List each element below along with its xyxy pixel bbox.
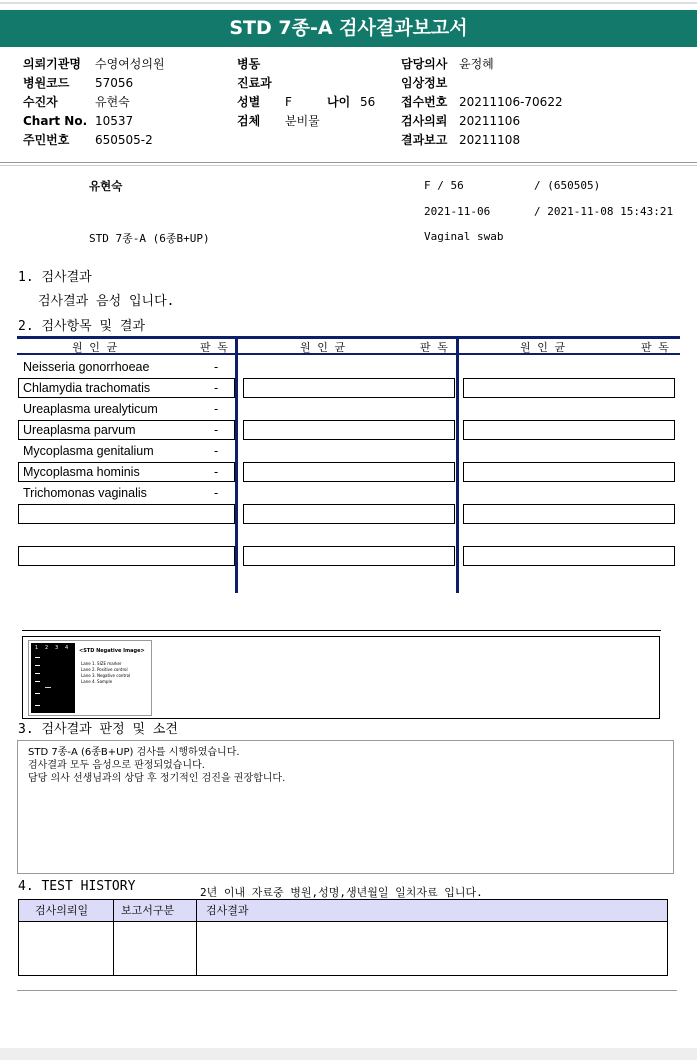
row-box: [463, 420, 675, 440]
summary-birth: / (650505): [534, 179, 601, 192]
row-box: [243, 546, 455, 566]
doctor-label: 담당의사: [401, 57, 448, 71]
age-label: 나이: [327, 95, 351, 109]
row-box: [243, 504, 455, 524]
table-divider-2: [456, 336, 459, 593]
history-divider: [113, 900, 114, 975]
pathogen-name: Mycoplasma hominis: [23, 465, 140, 479]
gel-band: [35, 673, 40, 674]
footer-strip: [0, 1048, 697, 1060]
pathogen-name: Ureaplasma parvum: [23, 423, 136, 437]
history-divider: [196, 900, 197, 975]
opinion-line: STD 7종-A (6종B+UP) 검사를 시행하였습니다.: [28, 747, 240, 758]
pathogen-name: Ureaplasma urealyticum: [23, 402, 158, 416]
receipt-value: 20211106-70622: [459, 95, 563, 109]
gel-legend-item: Lane 2. Positive control: [81, 667, 128, 672]
specimen-value: 분비물: [285, 114, 320, 128]
history-col-result: 검사결과: [206, 904, 249, 917]
header-divider-2: [0, 165, 697, 166]
summary-name: 유현숙: [89, 179, 123, 193]
pathogen-name: Mycoplasma genitalium: [23, 444, 154, 458]
gel-lane-2: 2: [45, 645, 49, 651]
gel-lane-1: 1: [35, 645, 39, 651]
header-divider: [0, 162, 697, 163]
summary-specimen: Vaginal swab: [424, 230, 504, 243]
opinion-box: [17, 740, 674, 874]
summary-sex-age: F / 56: [424, 179, 464, 192]
pathogen-name: Neisseria gonorrhoeae: [23, 360, 150, 374]
pathogen-result: -: [214, 402, 219, 416]
section4-heading: 4. TEST HISTORY: [18, 879, 136, 894]
gel-band: [35, 705, 40, 706]
report-label: 결과보고: [401, 133, 448, 147]
section1-heading: 1. 검사결과: [18, 270, 92, 285]
col-result-3: 판 독: [641, 341, 669, 354]
hospital-code-label: 병원코드: [23, 76, 70, 90]
clinical-label: 임상정보: [401, 76, 448, 90]
gel-legend-item: Lane 3. Negative control: [81, 673, 131, 678]
id-label: 주민번호: [23, 133, 70, 147]
gel-image: [31, 643, 75, 713]
doctor-value: 윤정혜: [459, 57, 494, 71]
row-box: [463, 462, 675, 482]
sex-label: 성별: [237, 95, 261, 109]
institution-value: 수영여성의원: [95, 57, 165, 71]
pathogen-result: -: [214, 360, 219, 374]
header-col-3: [401, 55, 563, 150]
gel-legend-item: Lane 4. Sample: [81, 679, 113, 684]
gel-band: [35, 665, 40, 666]
request-label: 검사의뢰: [401, 114, 448, 128]
patient-value: 유현숙: [95, 95, 130, 109]
gel-lane-4: 4: [65, 645, 69, 651]
pathogen-name: Trichomonas vaginalis: [23, 486, 147, 500]
sex-value: F: [285, 95, 292, 109]
header-col-1: [23, 55, 165, 150]
col-pathogen-2: 원 인 균: [300, 341, 346, 354]
report-title: STD 7종-A 검사결과보고서: [0, 10, 697, 47]
chart-label: Chart No.: [23, 114, 88, 128]
chart-value: 10537: [95, 114, 134, 128]
section3-heading: 3. 검사결과 판정 및 소견: [18, 722, 178, 737]
history-col-date: 검사의뢰일: [35, 904, 89, 917]
table-divider-1: [235, 336, 238, 593]
history-header: [19, 900, 667, 922]
row-box: [243, 378, 455, 398]
gel-title: <STD Negative Image>: [79, 648, 145, 654]
pathogen-result: -: [214, 486, 219, 500]
pathogen-name: Chlamydia trachomatis: [23, 381, 151, 395]
pathogen-result: -: [214, 423, 219, 437]
header-col-2: [237, 55, 376, 131]
bottom-rule: [17, 990, 677, 991]
opinion-line: 담당 의사 선생님과의 상담 후 정기적인 검진을 권장합니다.: [28, 773, 286, 784]
pathogen-result: -: [214, 381, 219, 395]
row-box: [243, 462, 455, 482]
summary-test: STD 7종-A (6종B+UP): [89, 232, 210, 245]
specimen-label: 검체: [237, 114, 261, 128]
patient-label: 수진자: [23, 95, 58, 109]
institution-label: 의뢰기관명: [23, 57, 81, 71]
row-box: [463, 546, 675, 566]
gel-band: [35, 657, 40, 658]
receipt-label: 접수번호: [401, 95, 448, 109]
report-value: 20211108: [459, 133, 521, 147]
hospital-code-value: 57056: [95, 76, 134, 90]
col-result-1: 판 독: [200, 341, 228, 354]
age-value: 56: [360, 95, 376, 109]
row-box: [18, 504, 235, 524]
row-box: [243, 420, 455, 440]
section2-heading: 2. 검사항목 및 결과: [18, 319, 146, 334]
ward-label: 병동: [237, 57, 261, 71]
col-pathogen-1: 원 인 균: [72, 341, 118, 354]
gel-legend: [81, 661, 130, 685]
section1-text: 검사결과 음성 입니다.: [38, 294, 175, 309]
gel-band: [35, 681, 40, 682]
request-value: 20211106: [459, 114, 521, 128]
dept-label: 진료과: [237, 76, 272, 90]
col-result-2: 판 독: [420, 341, 448, 354]
gel-image-panel: [28, 640, 152, 716]
gel-lane-3: 3: [55, 645, 59, 651]
history-table: [18, 899, 668, 976]
section4-note: 2년 이내 자료중 병원,성명,생년월일 일치자료 입니다.: [200, 886, 483, 899]
row-box: [18, 546, 235, 566]
pathogen-result: -: [214, 465, 219, 479]
pathogen-result: -: [214, 444, 219, 458]
gel-band: [45, 687, 51, 688]
col-pathogen-3: 원 인 균: [520, 341, 566, 354]
id-value: 650505-2: [95, 133, 153, 147]
opinion-line: 검사결과 모두 음성으로 판정되었습니다.: [28, 760, 205, 771]
gel-legend-item: Lane 1. SIZE marker: [81, 661, 122, 666]
summary-date-requested: 2021-11-06: [424, 205, 491, 218]
gel-top-rule: [22, 630, 661, 631]
gel-band: [35, 693, 40, 694]
row-box: [463, 504, 675, 524]
history-col-type: 보고서구분: [121, 904, 175, 917]
top-border: [0, 2, 697, 4]
summary-date-reported: / 2021-11-08 15:43:21: [534, 205, 674, 218]
row-box: [463, 378, 675, 398]
